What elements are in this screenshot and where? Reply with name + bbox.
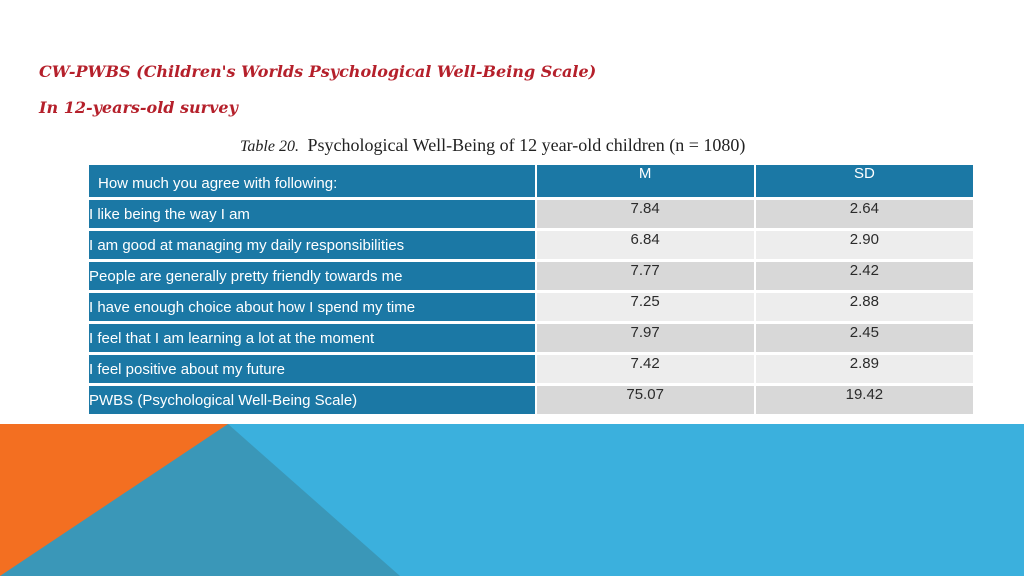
- table-row: [89, 293, 973, 324]
- slide-title: CW-PWBS (Children's Worlds Psychological Well-Being Scale): [39, 62, 597, 81]
- footer-decoration: [0, 424, 1024, 576]
- row-mean: 7.84: [537, 200, 756, 231]
- row-sd: 2.89: [756, 355, 973, 386]
- caption-label: Table 20.: [240, 138, 299, 155]
- row-mean: 7.25: [537, 293, 756, 324]
- row-label: I feel positive about my future: [89, 355, 537, 386]
- row-mean: 7.77: [537, 262, 756, 293]
- slide-subtitle: In 12-years-old survey: [39, 98, 238, 117]
- wellbeing-table: [89, 165, 973, 417]
- row-label: I am good at managing my daily responsibilities: [89, 231, 537, 262]
- table-row: [89, 231, 973, 262]
- table-row: [89, 324, 973, 355]
- table-row: [89, 262, 973, 293]
- table-row: [89, 355, 973, 386]
- row-mean: 6.84: [537, 231, 756, 262]
- row-label: People are generally pretty friendly towards me: [89, 262, 537, 293]
- table-row: [89, 200, 973, 231]
- caption-text: Psychological Well-Being of 12 year-old children (n = 1080): [307, 135, 746, 155]
- row-label: PWBS (Psychological Well-Being Scale): [89, 386, 537, 417]
- row-sd: 2.64: [756, 200, 973, 231]
- row-label: I like being the way I am: [89, 200, 537, 231]
- row-label: I have enough choice about how I spend my time: [89, 293, 537, 324]
- row-label: I feel that I am learning a lot at the moment: [89, 324, 537, 355]
- header-mean: M: [537, 165, 756, 200]
- row-sd: 2.88: [756, 293, 973, 324]
- table-caption: [240, 135, 745, 156]
- row-mean: 75.07: [537, 386, 756, 417]
- row-sd: 2.42: [756, 262, 973, 293]
- row-mean: 7.97: [537, 324, 756, 355]
- row-sd: 2.45: [756, 324, 973, 355]
- row-mean: 7.42: [537, 355, 756, 386]
- row-sd: 19.42: [756, 386, 973, 417]
- row-sd: 2.90: [756, 231, 973, 262]
- table-header-row: [89, 165, 973, 200]
- header-question: How much you agree with following:: [89, 165, 537, 200]
- header-sd: SD: [756, 165, 973, 200]
- table-row: [89, 386, 973, 417]
